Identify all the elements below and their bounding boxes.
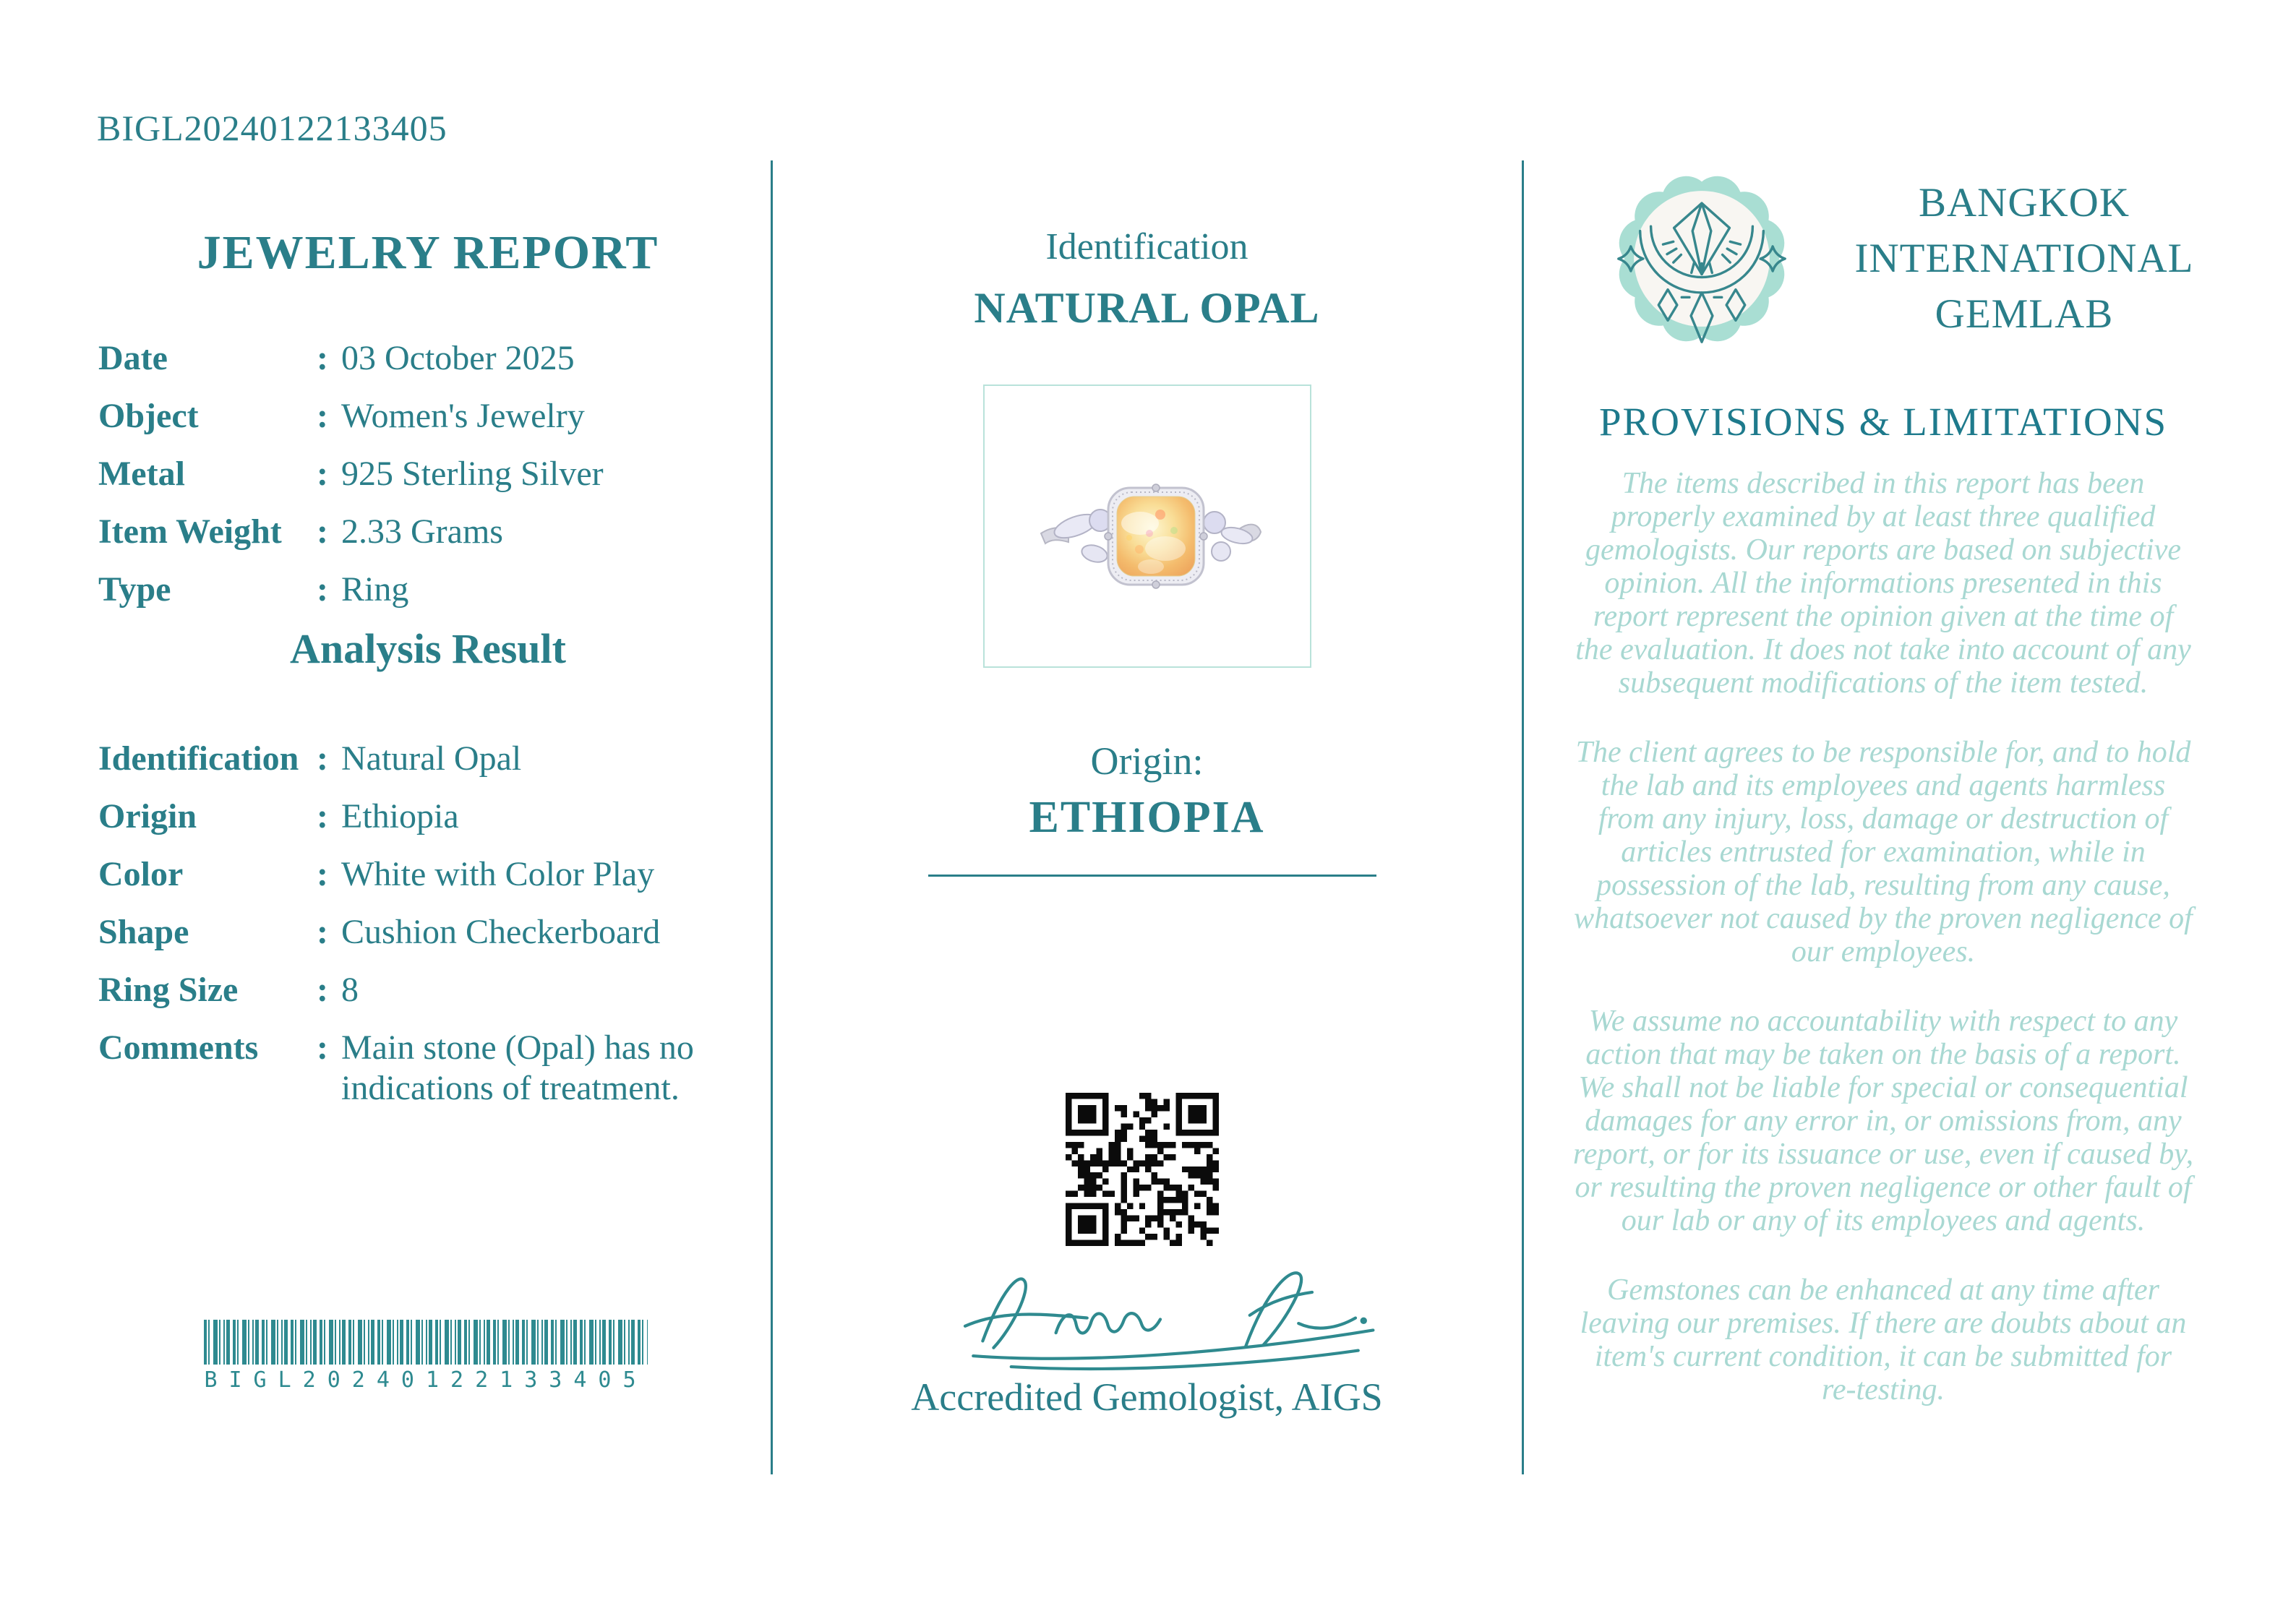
colon: : xyxy=(317,339,328,377)
colon: : xyxy=(317,797,328,835)
analysis-value: 8 xyxy=(341,971,359,1009)
paragraph-line: or resulting the proven negligence or other fault of xyxy=(1575,1171,2192,1204)
detail-row-item-weight xyxy=(98,512,792,552)
colon: : xyxy=(317,1028,328,1067)
analysis-results-list xyxy=(98,739,792,1126)
paragraph-line: report, or for its issuance or use, even if caused by, xyxy=(1572,1138,2194,1171)
provisions-paragraph xyxy=(1551,1273,2215,1406)
lab-name-line: GEMLAB xyxy=(1935,291,2114,337)
paragraph-line: The client agrees to be responsible for, and to hold xyxy=(1575,736,2191,769)
origin-heading: Origin: xyxy=(1090,739,1204,783)
qr-code xyxy=(1066,1093,1219,1246)
paragraph-line: re-testing. xyxy=(1822,1373,1945,1406)
analysis-row-shape xyxy=(98,912,792,953)
paragraph-line: articles entrusted for examination, while in xyxy=(1621,835,2146,869)
gemologist-signature xyxy=(954,1259,1388,1378)
analysis-value: White with Color Play xyxy=(341,855,655,893)
colon: : xyxy=(317,455,328,493)
ring-photo-frame xyxy=(983,384,1311,668)
detail-value: 2.33 Grams xyxy=(341,512,503,551)
column-divider-right xyxy=(1522,160,1524,1474)
analysis-label: Identification xyxy=(98,739,299,778)
analysis-row-comments xyxy=(98,1028,792,1109)
detail-label: Metal xyxy=(98,455,185,493)
detail-value: 03 October 2025 xyxy=(341,339,575,377)
paragraph-line: gemologists. Our reports are based on subjective xyxy=(1585,533,2181,567)
identification-heading: Identification xyxy=(1045,226,1248,267)
item-details-list xyxy=(98,338,792,627)
analysis-label: Origin xyxy=(98,797,197,835)
provisions-paragraph xyxy=(1551,736,2215,968)
provisions-paragraph xyxy=(1551,1005,2215,1237)
analysis-result-title: Analysis Result xyxy=(290,625,566,672)
paragraph-line: the lab and its employees and agents harmless xyxy=(1601,769,2166,802)
jewelry-report-title: JEWELRY REPORT xyxy=(197,226,659,279)
paragraph-line: item's current condition, it can be submitted for xyxy=(1594,1340,2172,1373)
paragraph-line: We shall not be liable for special or consequential xyxy=(1578,1071,2188,1104)
colon: : xyxy=(317,739,328,778)
colon: : xyxy=(317,570,328,609)
detail-label: Date xyxy=(98,339,168,377)
barcode-text: BIGL20240122133405 xyxy=(204,1367,648,1393)
analysis-label: Ring Size xyxy=(98,971,239,1009)
paragraph-line: properly examined by at least three qualified xyxy=(1611,500,2156,533)
detail-label: Object xyxy=(98,397,199,435)
colon: : xyxy=(317,913,328,951)
analysis-label: Comments xyxy=(98,1028,259,1067)
analysis-row-color xyxy=(98,854,792,895)
colon: : xyxy=(317,512,328,551)
analysis-label: Color xyxy=(98,855,184,893)
detail-row-type xyxy=(98,570,792,610)
gemlab-logo xyxy=(1609,166,1794,351)
paragraph-line: report represent the opinion given at the time of xyxy=(1593,600,2174,633)
origin-value: ETHIOPIA xyxy=(1029,793,1265,842)
detail-row-metal xyxy=(98,454,792,494)
paragraph-line: from any injury, loss, damage or destruction of xyxy=(1598,802,2169,835)
detail-value: Ring xyxy=(341,570,409,609)
analysis-value: Natural Opal xyxy=(341,739,522,778)
lab-name xyxy=(1822,175,2227,342)
detail-value: Women's Jewelry xyxy=(341,397,585,435)
paragraph-line: whatsoever not caused by the proven negligence of xyxy=(1574,902,2193,935)
analysis-value: Ethiopia xyxy=(341,797,459,835)
analysis-row-identification xyxy=(98,739,792,779)
detail-row-object xyxy=(98,396,792,437)
paragraph-line: leaving our premises. If there are doubts about an xyxy=(1580,1307,2187,1340)
paragraph-line: the evaluation. It does not take into account of any xyxy=(1575,633,2191,666)
detail-row-date xyxy=(98,338,792,379)
analysis-row-origin xyxy=(98,796,792,837)
paragraph-line: our lab or any of its employees and agents. xyxy=(1621,1204,2146,1237)
lab-name-line: INTERNATIONAL xyxy=(1854,236,2194,281)
provisions-title: PROVISIONS & LIMITATIONS xyxy=(1598,400,2168,444)
colon: : xyxy=(317,971,328,1009)
origin-underline xyxy=(928,875,1376,877)
detail-label: Item Weight xyxy=(98,512,282,551)
detail-label: Type xyxy=(98,570,171,609)
provisions-paragraphs xyxy=(1551,467,2215,1443)
analysis-value: Cushion Checkerboard xyxy=(341,913,661,951)
paragraph-line: opinion. All the informations presented in this xyxy=(1604,567,2162,600)
report-number: BIGL20240122133405 xyxy=(97,108,447,148)
identification-value: NATURAL OPAL xyxy=(974,284,1320,332)
paragraph-line: The items described in this report has been xyxy=(1622,467,2145,500)
gemologist-caption: Accredited Gemologist, AIGS xyxy=(911,1375,1383,1419)
paragraph-line: our employees. xyxy=(1791,935,1976,968)
provisions-paragraph xyxy=(1551,467,2215,700)
opal-ring-photo xyxy=(985,386,1310,666)
paragraph-line: subsequent modifications of the item tested. xyxy=(1618,666,2149,700)
paragraph-line: action that may be taken on the basis of a report. xyxy=(1585,1038,2181,1071)
detail-value: 925 Sterling Silver xyxy=(341,455,604,493)
paragraph-line: possession of the lab, resulting from any cause, xyxy=(1596,869,2170,902)
paragraph-line: Gemstones can be enhanced at any time after xyxy=(1607,1273,2159,1307)
colon: : xyxy=(317,397,328,435)
lab-name-line: BANGKOK xyxy=(1919,180,2130,225)
barcode xyxy=(204,1320,648,1365)
paragraph-line: damages for any error in, or omissions from, any xyxy=(1585,1104,2182,1138)
analysis-value: Main stone (Opal) has no indications of treatment. xyxy=(341,1028,694,1107)
paragraph-line: We assume no accountability with respect to any xyxy=(1588,1005,2178,1038)
colon: : xyxy=(317,855,328,893)
analysis-row-ring-size xyxy=(98,970,792,1010)
analysis-label: Shape xyxy=(98,913,189,951)
